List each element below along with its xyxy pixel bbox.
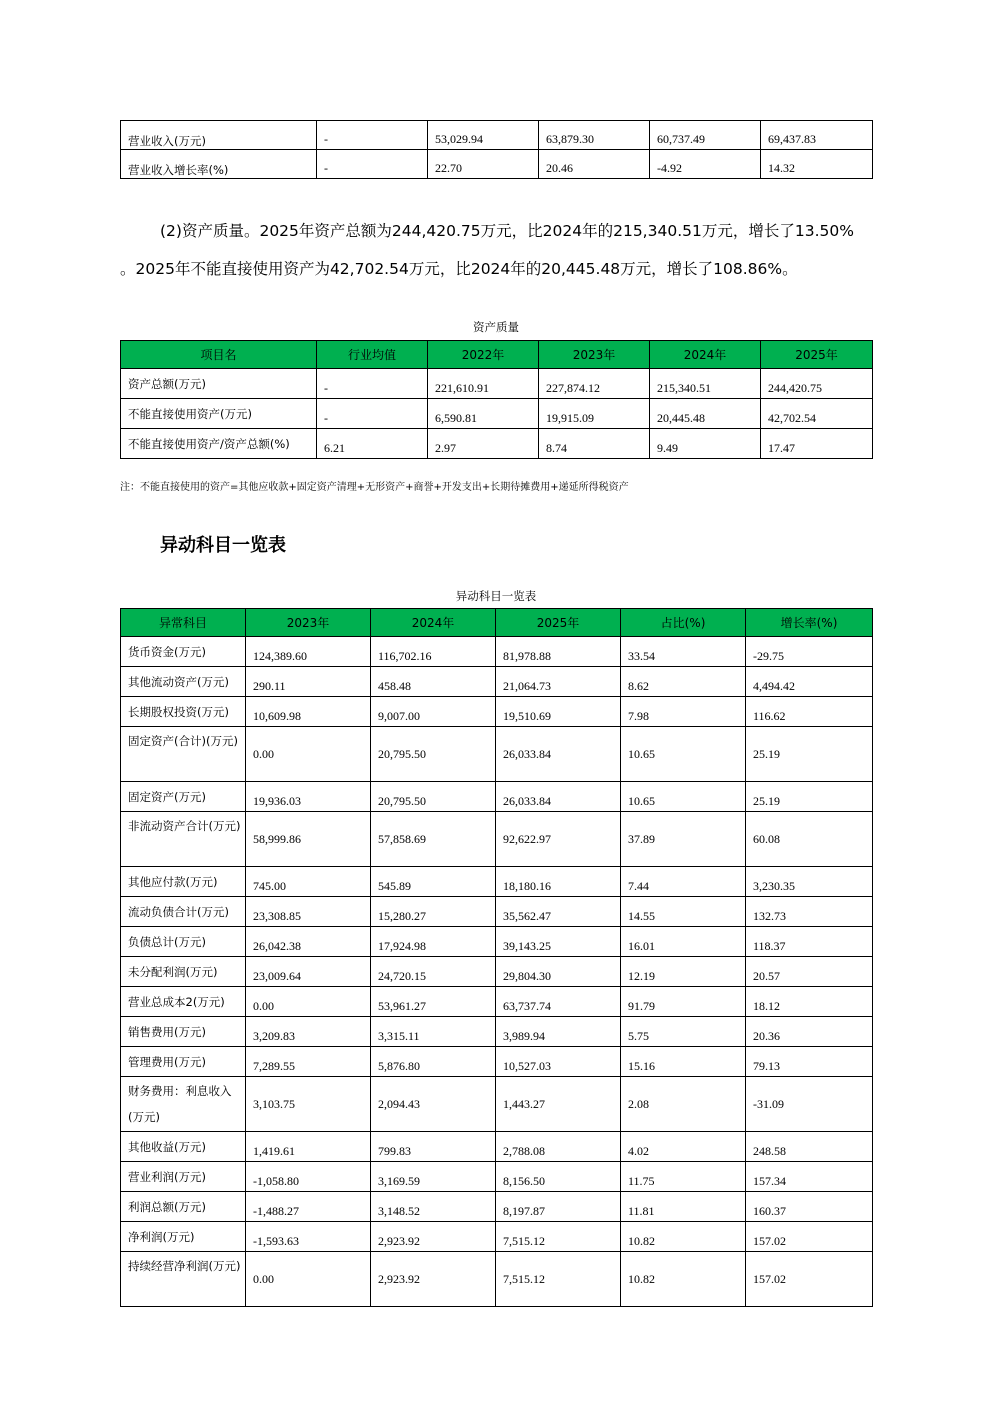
value-2025-cell: 10,527.03 [496,1047,621,1077]
growth-cell: 18.12 [746,987,873,1017]
table-row [121,1162,873,1192]
table-row [121,1192,873,1222]
row-label: 资产总额(万元) [121,369,317,399]
share-cell: 11.75 [621,1162,746,1192]
table-row [121,957,873,987]
value-2023-cell: 10,609.98 [246,697,371,727]
section-heading: 异动科目一览表 [160,535,286,556]
column-header: 增长率(%) [746,609,873,637]
value-2025-cell: 17.47 [761,429,873,459]
table-row [121,1047,873,1077]
value-2023-cell: -1,593.63 [246,1222,371,1252]
share-cell: 7.98 [621,697,746,727]
value-2023-cell: 0.00 [246,1252,371,1307]
row-label: 利润总额(万元) [121,1192,246,1222]
growth-cell: 157.02 [746,1252,873,1307]
share-cell: 33.54 [621,637,746,667]
industry-avg-cell: - [317,121,428,150]
value-2024-cell: 24,720.15 [371,957,496,987]
share-cell: 4.02 [621,1132,746,1162]
value-2024-cell: 53,961.27 [371,987,496,1017]
value-2024-cell: 57,858.69 [371,812,496,867]
value-2023-cell: 19,915.09 [539,399,650,429]
column-header: 行业均值 [317,341,428,369]
column-header: 2022年 [428,341,539,369]
table-row [121,867,873,897]
growth-cell: 248.58 [746,1132,873,1162]
table-row [121,429,873,459]
value-2024-cell: 3,148.52 [371,1192,496,1222]
growth-cell: 79.13 [746,1047,873,1077]
table-row [121,369,873,399]
table-row [121,121,873,150]
table-row [121,1132,873,1162]
value-2023-cell: 58,999.86 [246,812,371,867]
value-2024-cell: 20,445.48 [650,399,761,429]
row-label: 其他应付款(万元) [121,867,246,897]
value-2024-cell: 9.49 [650,429,761,459]
table-row [121,1222,873,1252]
share-cell: 91.79 [621,987,746,1017]
value-2025-cell: 3,989.94 [496,1017,621,1047]
value-2025-cell: 92,622.97 [496,812,621,867]
value-2023-cell: 124,389.60 [246,637,371,667]
column-header: 占比(%) [621,609,746,637]
value-2023-cell: 19,936.03 [246,782,371,812]
row-label: 持续经营净利润(万元) [121,1252,246,1307]
industry-avg-cell: - [317,369,428,399]
value-2024-cell: 116,702.16 [371,637,496,667]
table-row [121,812,873,867]
row-label: 流动负债合计(万元) [121,897,246,927]
table-header-row [121,341,873,369]
value-2023-cell: 26,042.38 [246,927,371,957]
value-2024-cell: 545.89 [371,867,496,897]
column-header: 2025年 [496,609,621,637]
growth-cell: -31.09 [746,1077,873,1132]
value-2023-cell: 290.11 [246,667,371,697]
row-label: 货币资金(万元) [121,637,246,667]
value-2025-cell: 39,143.25 [496,927,621,957]
value-2023-cell: 8.74 [539,429,650,459]
share-cell: 11.81 [621,1192,746,1222]
share-cell: 10.82 [621,1222,746,1252]
row-label: 其他收益(万元) [121,1132,246,1162]
growth-cell: 118.37 [746,927,873,957]
value-2022-cell: 221,610.91 [428,369,539,399]
table-row [121,987,873,1017]
value-2025-cell: 244,420.75 [761,369,873,399]
growth-cell: 60.08 [746,812,873,867]
anomaly-table [120,608,873,1307]
row-label: 净利润(万元) [121,1222,246,1252]
column-header: 2024年 [650,341,761,369]
row-label: 固定资产(合计)(万元) [121,727,246,782]
row-label: 固定资产(万元) [121,782,246,812]
growth-cell: 3,230.35 [746,867,873,897]
table-row [121,667,873,697]
value-2023-cell: 23,009.64 [246,957,371,987]
row-label: 负债总计(万元) [121,927,246,957]
value-2024-cell: 5,876.80 [371,1047,496,1077]
value-2025-cell: 1,443.27 [496,1077,621,1132]
value-2025-cell: 7,515.12 [496,1222,621,1252]
value-2023-cell: 3,209.83 [246,1017,371,1047]
anomaly-table-caption: 异动科目一览表 [455,589,537,603]
value-2024-cell: 215,340.51 [650,369,761,399]
table-row [121,727,873,782]
growth-cell: 25.19 [746,727,873,782]
industry-avg-cell: 6.21 [317,429,428,459]
growth-cell: 4,494.42 [746,667,873,697]
growth-cell: 20.57 [746,957,873,987]
industry-avg-cell: - [317,399,428,429]
row-label: 营业收入(万元) [121,121,317,150]
value-2025-cell: 14.32 [761,150,873,179]
growth-cell: 132.73 [746,897,873,927]
value-2025-cell: 19,510.69 [496,697,621,727]
table-row [121,637,873,667]
value-2025-cell: 8,197.87 [496,1192,621,1222]
table-row [121,1077,873,1132]
value-2025-cell: 18,180.16 [496,867,621,897]
share-cell: 12.19 [621,957,746,987]
value-2025-cell: 81,978.88 [496,637,621,667]
growth-cell: 160.37 [746,1192,873,1222]
column-header: 2023年 [539,341,650,369]
value-2025-cell: 63,737.74 [496,987,621,1017]
growth-cell: 116.62 [746,697,873,727]
value-2025-cell: 42,702.54 [761,399,873,429]
value-2025-cell: 2,788.08 [496,1132,621,1162]
value-2022-cell: 2.97 [428,429,539,459]
row-label: 未分配利润(万元) [121,957,246,987]
value-2024-cell: 458.48 [371,667,496,697]
row-label: 财务费用：利息收入(万元) [121,1077,246,1132]
table-row [121,1017,873,1047]
value-2023-cell: 20.46 [539,150,650,179]
value-2023-cell: 23,308.85 [246,897,371,927]
value-2025-cell: 35,562.47 [496,897,621,927]
table-row [121,697,873,727]
asset-quality-table [120,340,873,459]
row-label: 管理费用(万元) [121,1047,246,1077]
paragraph-line: (2)资产质量。2025年资产总额为244,420.75万元，比2024年的215,340.51万元，增长了13.50% [160,222,854,240]
share-cell: 7.44 [621,867,746,897]
row-label: 营业总成本2(万元) [121,987,246,1017]
asset-quality-paragraph [120,212,895,288]
row-label: 长期股权投资(万元) [121,697,246,727]
value-2023-cell: 745.00 [246,867,371,897]
value-2024-cell: 20,795.50 [371,727,496,782]
value-2025-cell: 7,515.12 [496,1252,621,1307]
growth-cell: 25.19 [746,782,873,812]
value-2022-cell: 53,029.94 [428,121,539,150]
paragraph-line: 。2025年不能直接使用资产为42,702.54万元，比2024年的20,445.48万元，增长了108.86%。 [120,260,798,278]
share-cell: 10.65 [621,727,746,782]
row-label: 不能直接使用资产(万元) [121,399,317,429]
value-2024-cell: 9,007.00 [371,697,496,727]
value-2023-cell: 7,289.55 [246,1047,371,1077]
table-row [121,927,873,957]
value-2025-cell: 26,033.84 [496,782,621,812]
column-header: 2025年 [761,341,873,369]
value-2024-cell: 17,924.98 [371,927,496,957]
value-2023-cell: 227,874.12 [539,369,650,399]
row-label: 营业利润(万元) [121,1162,246,1192]
value-2023-cell: 0.00 [246,727,371,782]
row-label: 非流动资产合计(万元) [121,812,246,867]
share-cell: 10.65 [621,782,746,812]
value-2022-cell: 6,590.81 [428,399,539,429]
column-header: 2023年 [246,609,371,637]
table-row [121,1252,873,1307]
value-2024-cell: 2,094.43 [371,1077,496,1132]
value-2023-cell: 3,103.75 [246,1077,371,1132]
industry-avg-cell: - [317,150,428,179]
value-2025-cell: 8,156.50 [496,1162,621,1192]
row-label: 销售费用(万元) [121,1017,246,1047]
value-2024-cell: -4.92 [650,150,761,179]
value-2023-cell: -1,058.80 [246,1162,371,1192]
value-2024-cell: 3,169.59 [371,1162,496,1192]
share-cell: 15.16 [621,1047,746,1077]
row-label: 营业收入增长率(%) [121,150,317,179]
share-cell: 5.75 [621,1017,746,1047]
value-2024-cell: 3,315.11 [371,1017,496,1047]
value-2025-cell: 21,064.73 [496,667,621,697]
share-cell: 8.62 [621,667,746,697]
share-cell: 16.01 [621,927,746,957]
growth-cell: 157.02 [746,1222,873,1252]
column-header: 异常科目 [121,609,246,637]
growth-cell: 157.34 [746,1162,873,1192]
revenue-table [120,120,873,179]
value-2022-cell: 22.70 [428,150,539,179]
share-cell: 10.82 [621,1252,746,1307]
value-2024-cell: 15,280.27 [371,897,496,927]
row-label: 其他流动资产(万元) [121,667,246,697]
table-row [121,150,873,179]
growth-cell: 20.36 [746,1017,873,1047]
table-row [121,782,873,812]
row-label: 不能直接使用资产/资产总额(%) [121,429,317,459]
value-2023-cell: 63,879.30 [539,121,650,150]
table-row [121,399,873,429]
table-row [121,897,873,927]
table-footnote: 注：不能直接使用的资产=其他应收款+固定资产清理+无形资产+商誉+开发支出+长期待摊费用+递延所得税资产 [120,482,629,493]
growth-cell: -29.75 [746,637,873,667]
value-2024-cell: 799.83 [371,1132,496,1162]
column-header: 项目名 [121,341,317,369]
value-2025-cell: 26,033.84 [496,727,621,782]
value-2025-cell: 29,804.30 [496,957,621,987]
value-2024-cell: 60,737.49 [650,121,761,150]
value-2023-cell: 0.00 [246,987,371,1017]
table-header-row [121,609,873,637]
value-2025-cell: 69,437.83 [761,121,873,150]
value-2024-cell: 2,923.92 [371,1222,496,1252]
value-2024-cell: 2,923.92 [371,1252,496,1307]
asset-table-caption: 资产质量 [473,320,519,334]
value-2023-cell: 1,419.61 [246,1132,371,1162]
share-cell: 2.08 [621,1077,746,1132]
column-header: 2024年 [371,609,496,637]
share-cell: 37.89 [621,812,746,867]
share-cell: 14.55 [621,897,746,927]
value-2024-cell: 20,795.50 [371,782,496,812]
value-2023-cell: -1,488.27 [246,1192,371,1222]
